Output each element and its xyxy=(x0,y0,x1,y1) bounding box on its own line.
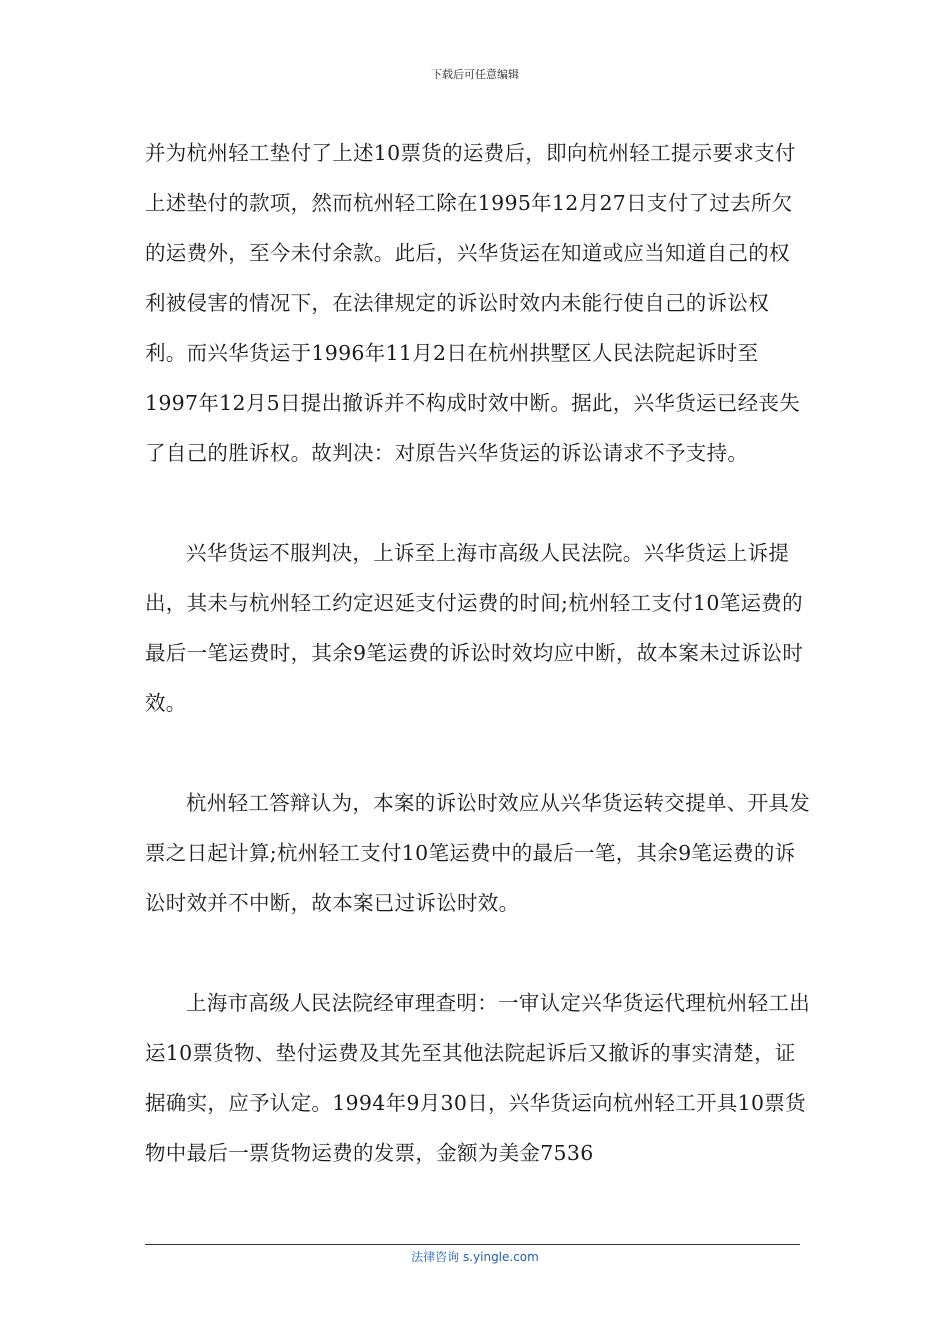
paragraph-defense: 杭州轻工答辩认为，本案的诉讼时效应从兴华货运转交提单、开具发票之日起计算;杭州轻工支付10笔运费中的最后一笔，其余9笔运费的诉讼时效并不中断，故本案已过诉讼时效。 xyxy=(145,791,810,915)
page-header: 下载后可任意编辑 xyxy=(431,68,519,81)
paragraph-gap xyxy=(145,928,810,978)
paragraph-continuation: 并为杭州轻工垫付了上述10票货的运费后，即向杭州轻工提示要求支付上述垫付的款项，然而杭州轻工除在1995年12月27日支付了过去所欠的运费外，至今未付余款。此后，兴华货运在知道或应当知道自己的权利被侵害的情况下，在法律规定的诉讼时效内未能行使自己的诉讼权利。而兴华货运于1996年11月2日在杭州拱墅区人民法院起诉时至1997年12月5日提出撤诉并不构成时效中断。据此，兴华货运已经丧失了自己的胜诉权。故判决：对原告兴华货运的诉讼请求不予支持。 xyxy=(145,141,800,465)
footer-link[interactable]: 法律咨询 s.yingle.com xyxy=(411,1250,539,1264)
paragraph-findings: 上海市高级人民法院经审理查明：一审认定兴华货运代理杭州轻工出运10票货物、垫付运费及其先至其他法院起诉后又撤诉的事实清楚，证据确实，应予认定。1994年9月30日，兴华货运向杭州轻工开具10票货物中最后一票货物运费的发票，金额为美金7536 xyxy=(145,991,810,1165)
document-body xyxy=(145,128,810,1178)
paragraph-gap xyxy=(145,728,810,778)
footer-divider xyxy=(145,1244,800,1245)
paragraph-gap xyxy=(145,478,810,528)
paragraph-appeal: 兴华货运不服判决，上诉至上海市高级人民法院。兴华货运上诉提出，其未与杭州轻工约定迟延支付运费的时间;杭州轻工支付10笔运费的最后一笔运费时，其余9笔运费的诉讼时效均应中断，故本案未过诉讼时效。 xyxy=(145,541,804,715)
